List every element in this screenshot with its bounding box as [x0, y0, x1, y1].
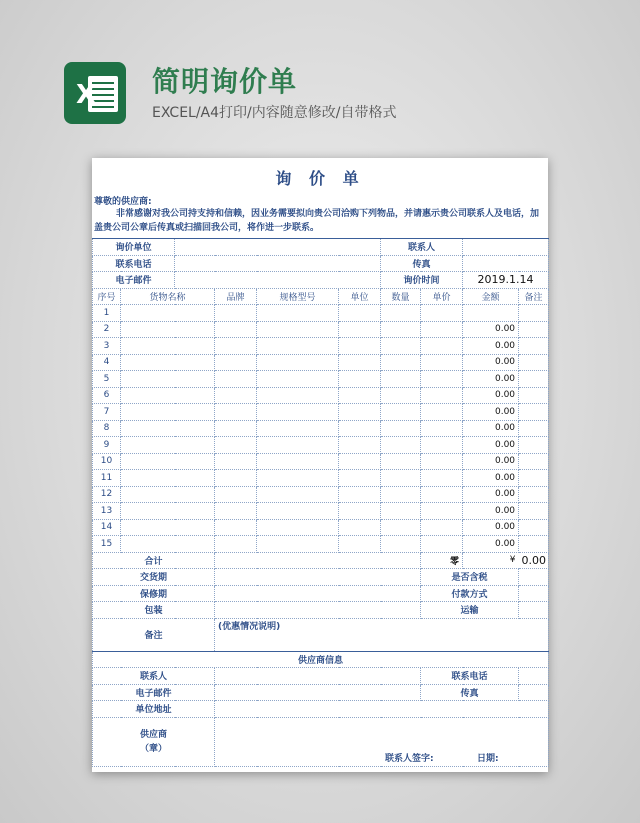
- table-row: [93, 536, 549, 553]
- table-row: [93, 321, 549, 338]
- row-number: 14: [93, 519, 121, 536]
- info-row: [93, 701, 549, 718]
- cell[interactable]: [381, 503, 421, 520]
- transport-label: 运输: [421, 602, 519, 619]
- row-number: 1: [93, 305, 121, 322]
- row-number: 13: [93, 503, 121, 520]
- cell[interactable]: [121, 321, 215, 338]
- remark-label: 备注: [93, 618, 215, 651]
- page-title: 简明询价单: [152, 65, 298, 98]
- inquiry-table: [92, 238, 549, 767]
- cell[interactable]: [421, 420, 463, 437]
- cell[interactable]: [257, 437, 339, 454]
- cell[interactable]: [257, 486, 339, 503]
- table-row: [93, 486, 549, 503]
- tax-value[interactable]: [519, 569, 549, 586]
- seal-area[interactable]: [215, 717, 549, 766]
- table-row: [93, 470, 549, 487]
- row-number: 9: [93, 437, 121, 454]
- row-number: 5: [93, 371, 121, 388]
- cell[interactable]: [519, 503, 549, 520]
- row-number: 12: [93, 486, 121, 503]
- address-label: 单位地址: [93, 701, 215, 718]
- supplier-seal-line2: （章）: [140, 743, 168, 754]
- amount-cell[interactable]: 0.00: [463, 354, 519, 371]
- table-row: [93, 437, 549, 454]
- info-row: [93, 272, 549, 289]
- document-title: 询 价 单: [275, 169, 365, 188]
- cell[interactable]: [519, 453, 549, 470]
- row-number: 15: [93, 536, 121, 553]
- cell[interactable]: [381, 387, 421, 404]
- info-row: [93, 585, 549, 602]
- cell[interactable]: [339, 321, 381, 338]
- cell[interactable]: [421, 536, 463, 553]
- cell[interactable]: [339, 519, 381, 536]
- cell[interactable]: [339, 420, 381, 437]
- cell[interactable]: [339, 338, 381, 355]
- cell[interactable]: [257, 305, 339, 322]
- cell[interactable]: [381, 536, 421, 553]
- remark-hint[interactable]: (优惠情况说明): [215, 618, 549, 651]
- cell[interactable]: [421, 404, 463, 421]
- col-header: 金额: [463, 288, 519, 305]
- amount-cell[interactable]: 0.00: [463, 519, 519, 536]
- supplier-info-title: 供应商信息: [93, 651, 549, 668]
- col-header: 单位: [339, 288, 381, 305]
- cell[interactable]: [339, 453, 381, 470]
- cell[interactable]: [339, 486, 381, 503]
- intro-paragraph: 非常感谢对我公司持支持和信赖，因业务需要拟向贵公司洽购下列物品，并请惠示贵公司联系人及电话，加盖贵公司公章后传真或扫描回我公司，将作进一步联系。: [94, 209, 540, 233]
- cell[interactable]: [215, 519, 257, 536]
- document-sheet: [92, 158, 548, 772]
- supplier-seal-label: [93, 717, 215, 766]
- col-header: 数量: [381, 288, 421, 305]
- cell[interactable]: [215, 437, 257, 454]
- seal-row: [93, 717, 549, 766]
- phone-value[interactable]: [175, 255, 381, 272]
- delivery-label: 交货期: [93, 569, 215, 586]
- col-header: 货物名称: [121, 288, 215, 305]
- warranty-label: 保修期: [93, 585, 215, 602]
- delivery-value[interactable]: [215, 569, 421, 586]
- cell[interactable]: [339, 536, 381, 553]
- amount-cell[interactable]: [463, 305, 519, 322]
- supplier-seal-line1: 供应商: [140, 729, 168, 740]
- cell[interactable]: [339, 371, 381, 388]
- row-number: 3: [93, 338, 121, 355]
- cell[interactable]: [215, 404, 257, 421]
- amount-cell[interactable]: 0.00: [463, 470, 519, 487]
- cell[interactable]: [121, 486, 215, 503]
- inquiry-unit-value[interactable]: [175, 239, 381, 256]
- email-value[interactable]: [175, 272, 381, 289]
- cell[interactable]: [215, 338, 257, 355]
- total-label: 合计: [93, 552, 215, 569]
- supplier-fax-label: 传真: [421, 684, 519, 701]
- cell[interactable]: [519, 371, 549, 388]
- cell[interactable]: [121, 305, 215, 322]
- cell[interactable]: [519, 305, 549, 322]
- cell[interactable]: [339, 437, 381, 454]
- warranty-value[interactable]: [215, 585, 421, 602]
- cell[interactable]: [121, 420, 215, 437]
- cell[interactable]: [257, 503, 339, 520]
- cell[interactable]: [519, 470, 549, 487]
- cell[interactable]: [421, 338, 463, 355]
- cell[interactable]: [421, 519, 463, 536]
- row-number: 8: [93, 420, 121, 437]
- total-words: [215, 552, 421, 569]
- cell[interactable]: [121, 519, 215, 536]
- email-label: 电子邮件: [93, 272, 175, 289]
- amount-cell[interactable]: 0.00: [463, 536, 519, 553]
- col-header: 序号: [93, 288, 121, 305]
- signature-label: 联系人签字:: [385, 753, 434, 764]
- col-header: 单价: [421, 288, 463, 305]
- cell[interactable]: [421, 387, 463, 404]
- cell[interactable]: [421, 354, 463, 371]
- cell[interactable]: [421, 503, 463, 520]
- table-row: [93, 371, 549, 388]
- total-amount: 0.00: [519, 552, 549, 569]
- cell[interactable]: [381, 437, 421, 454]
- row-number: 4: [93, 354, 121, 371]
- supplier-phone-label: 联系电话: [421, 668, 519, 685]
- cell[interactable]: [121, 503, 215, 520]
- date-label: 日期:: [477, 753, 499, 764]
- table-row: [93, 387, 549, 404]
- table-header: [93, 288, 549, 305]
- cell[interactable]: [121, 453, 215, 470]
- cell[interactable]: [121, 404, 215, 421]
- cell[interactable]: [215, 321, 257, 338]
- contact-value[interactable]: [463, 239, 549, 256]
- cell[interactable]: [215, 486, 257, 503]
- cell[interactable]: [215, 305, 257, 322]
- inquiry-time-label: 询价时间: [381, 272, 463, 289]
- cell[interactable]: [519, 437, 549, 454]
- supplier-phone-value[interactable]: [519, 668, 549, 685]
- cell[interactable]: [519, 519, 549, 536]
- table-row: [93, 453, 549, 470]
- cell[interactable]: [215, 371, 257, 388]
- page-subtitle: EXCEL/A4打印/内容随意修改/自带格式: [152, 105, 397, 121]
- table-row: [93, 338, 549, 355]
- info-row: [93, 239, 549, 256]
- cell[interactable]: [381, 453, 421, 470]
- address-value[interactable]: [215, 701, 549, 718]
- cell[interactable]: [215, 503, 257, 520]
- greeting: 尊敬的供应商:: [94, 197, 152, 207]
- cell[interactable]: [121, 470, 215, 487]
- contact-label: 联系人: [381, 239, 463, 256]
- table-row: [93, 404, 549, 421]
- table-row: [93, 354, 549, 371]
- excel-logo-icon: [64, 62, 126, 124]
- cell[interactable]: [519, 321, 549, 338]
- tax-label: 是否含税: [421, 569, 519, 586]
- transport-value[interactable]: [519, 602, 549, 619]
- amount-cell[interactable]: 0.00: [463, 404, 519, 421]
- amount-cell[interactable]: 0.00: [463, 321, 519, 338]
- cell[interactable]: [339, 387, 381, 404]
- packing-value[interactable]: [215, 602, 421, 619]
- cell[interactable]: [519, 387, 549, 404]
- cell[interactable]: [421, 371, 463, 388]
- cell[interactable]: [381, 486, 421, 503]
- cell[interactable]: [519, 536, 549, 553]
- amount-cell[interactable]: 0.00: [463, 503, 519, 520]
- amount-cell[interactable]: 0.00: [463, 420, 519, 437]
- payment-value[interactable]: [519, 585, 549, 602]
- table-row: [93, 519, 549, 536]
- cell[interactable]: [257, 519, 339, 536]
- info-row: [93, 569, 549, 586]
- payment-label: 付款方式: [421, 585, 519, 602]
- cell[interactable]: [381, 305, 421, 322]
- col-header: 品牌: [215, 288, 257, 305]
- cell[interactable]: [421, 321, 463, 338]
- supplier-contact-label: 联系人: [93, 668, 215, 685]
- row-number: 7: [93, 404, 121, 421]
- cell[interactable]: [257, 371, 339, 388]
- total-zero-text: 零: [421, 552, 463, 569]
- packing-label: 包装: [93, 602, 215, 619]
- supplier-header-row: [93, 651, 549, 668]
- cell[interactable]: [381, 470, 421, 487]
- row-number: 10: [93, 453, 121, 470]
- cell[interactable]: [421, 453, 463, 470]
- cell[interactable]: [121, 371, 215, 388]
- cell[interactable]: [215, 354, 257, 371]
- cell[interactable]: [257, 321, 339, 338]
- table-row: [93, 503, 549, 520]
- cell[interactable]: [257, 404, 339, 421]
- cell[interactable]: [257, 536, 339, 553]
- cell[interactable]: [381, 338, 421, 355]
- cell[interactable]: [257, 387, 339, 404]
- cell[interactable]: [257, 354, 339, 371]
- supplier-email-value[interactable]: [215, 684, 421, 701]
- supplier-contact-value[interactable]: [215, 668, 421, 685]
- col-header: 备注: [519, 288, 549, 305]
- cell[interactable]: [421, 470, 463, 487]
- col-header: 规格型号: [257, 288, 339, 305]
- cell[interactable]: [381, 371, 421, 388]
- yen-sign: ¥: [463, 552, 519, 569]
- cell[interactable]: [519, 486, 549, 503]
- table-row: [93, 305, 549, 322]
- cell[interactable]: [519, 338, 549, 355]
- amount-cell[interactable]: 0.00: [463, 437, 519, 454]
- cell[interactable]: [421, 305, 463, 322]
- amount-cell[interactable]: 0.00: [463, 338, 519, 355]
- cell[interactable]: [215, 536, 257, 553]
- cell[interactable]: [257, 338, 339, 355]
- cell[interactable]: [339, 404, 381, 421]
- info-row: [93, 684, 549, 701]
- cell[interactable]: [339, 470, 381, 487]
- cell[interactable]: [215, 453, 257, 470]
- cell[interactable]: [215, 470, 257, 487]
- cell[interactable]: [121, 437, 215, 454]
- info-row: [93, 255, 549, 272]
- fax-label: 传真: [381, 255, 463, 272]
- total-row: [93, 552, 549, 569]
- cell[interactable]: [339, 305, 381, 322]
- cell[interactable]: [519, 404, 549, 421]
- inquiry-date[interactable]: 2019.1.14: [463, 272, 549, 289]
- cell[interactable]: [381, 420, 421, 437]
- cell[interactable]: [381, 354, 421, 371]
- cell[interactable]: [339, 354, 381, 371]
- amount-cell[interactable]: 0.00: [463, 453, 519, 470]
- cell[interactable]: [121, 387, 215, 404]
- cell[interactable]: [121, 338, 215, 355]
- row-number: 6: [93, 387, 121, 404]
- supplier-fax-value[interactable]: [519, 684, 549, 701]
- info-row: [93, 668, 549, 685]
- cell[interactable]: [421, 437, 463, 454]
- inquiry-unit-label: 询价单位: [93, 239, 175, 256]
- cell[interactable]: [121, 354, 215, 371]
- supplier-email-label: 电子邮件: [93, 684, 215, 701]
- info-row: [93, 602, 549, 619]
- row-number: 11: [93, 470, 121, 487]
- cell[interactable]: [381, 519, 421, 536]
- cell[interactable]: [257, 470, 339, 487]
- cell[interactable]: [121, 536, 215, 553]
- remark-row: [93, 618, 549, 651]
- phone-label: 联系电话: [93, 255, 175, 272]
- cell[interactable]: [257, 420, 339, 437]
- cell[interactable]: [519, 420, 549, 437]
- row-number: 2: [93, 321, 121, 338]
- amount-cell[interactable]: 0.00: [463, 486, 519, 503]
- cell[interactable]: [381, 404, 421, 421]
- cell[interactable]: [257, 453, 339, 470]
- fax-value[interactable]: [463, 255, 549, 272]
- cell[interactable]: [519, 354, 549, 371]
- cell[interactable]: [339, 503, 381, 520]
- cell[interactable]: [421, 486, 463, 503]
- cell[interactable]: [381, 321, 421, 338]
- table-row: [93, 420, 549, 437]
- cell[interactable]: [215, 420, 257, 437]
- amount-cell[interactable]: 0.00: [463, 371, 519, 388]
- cell[interactable]: [215, 387, 257, 404]
- logo-letter: X: [76, 80, 97, 110]
- amount-cell[interactable]: 0.00: [463, 387, 519, 404]
